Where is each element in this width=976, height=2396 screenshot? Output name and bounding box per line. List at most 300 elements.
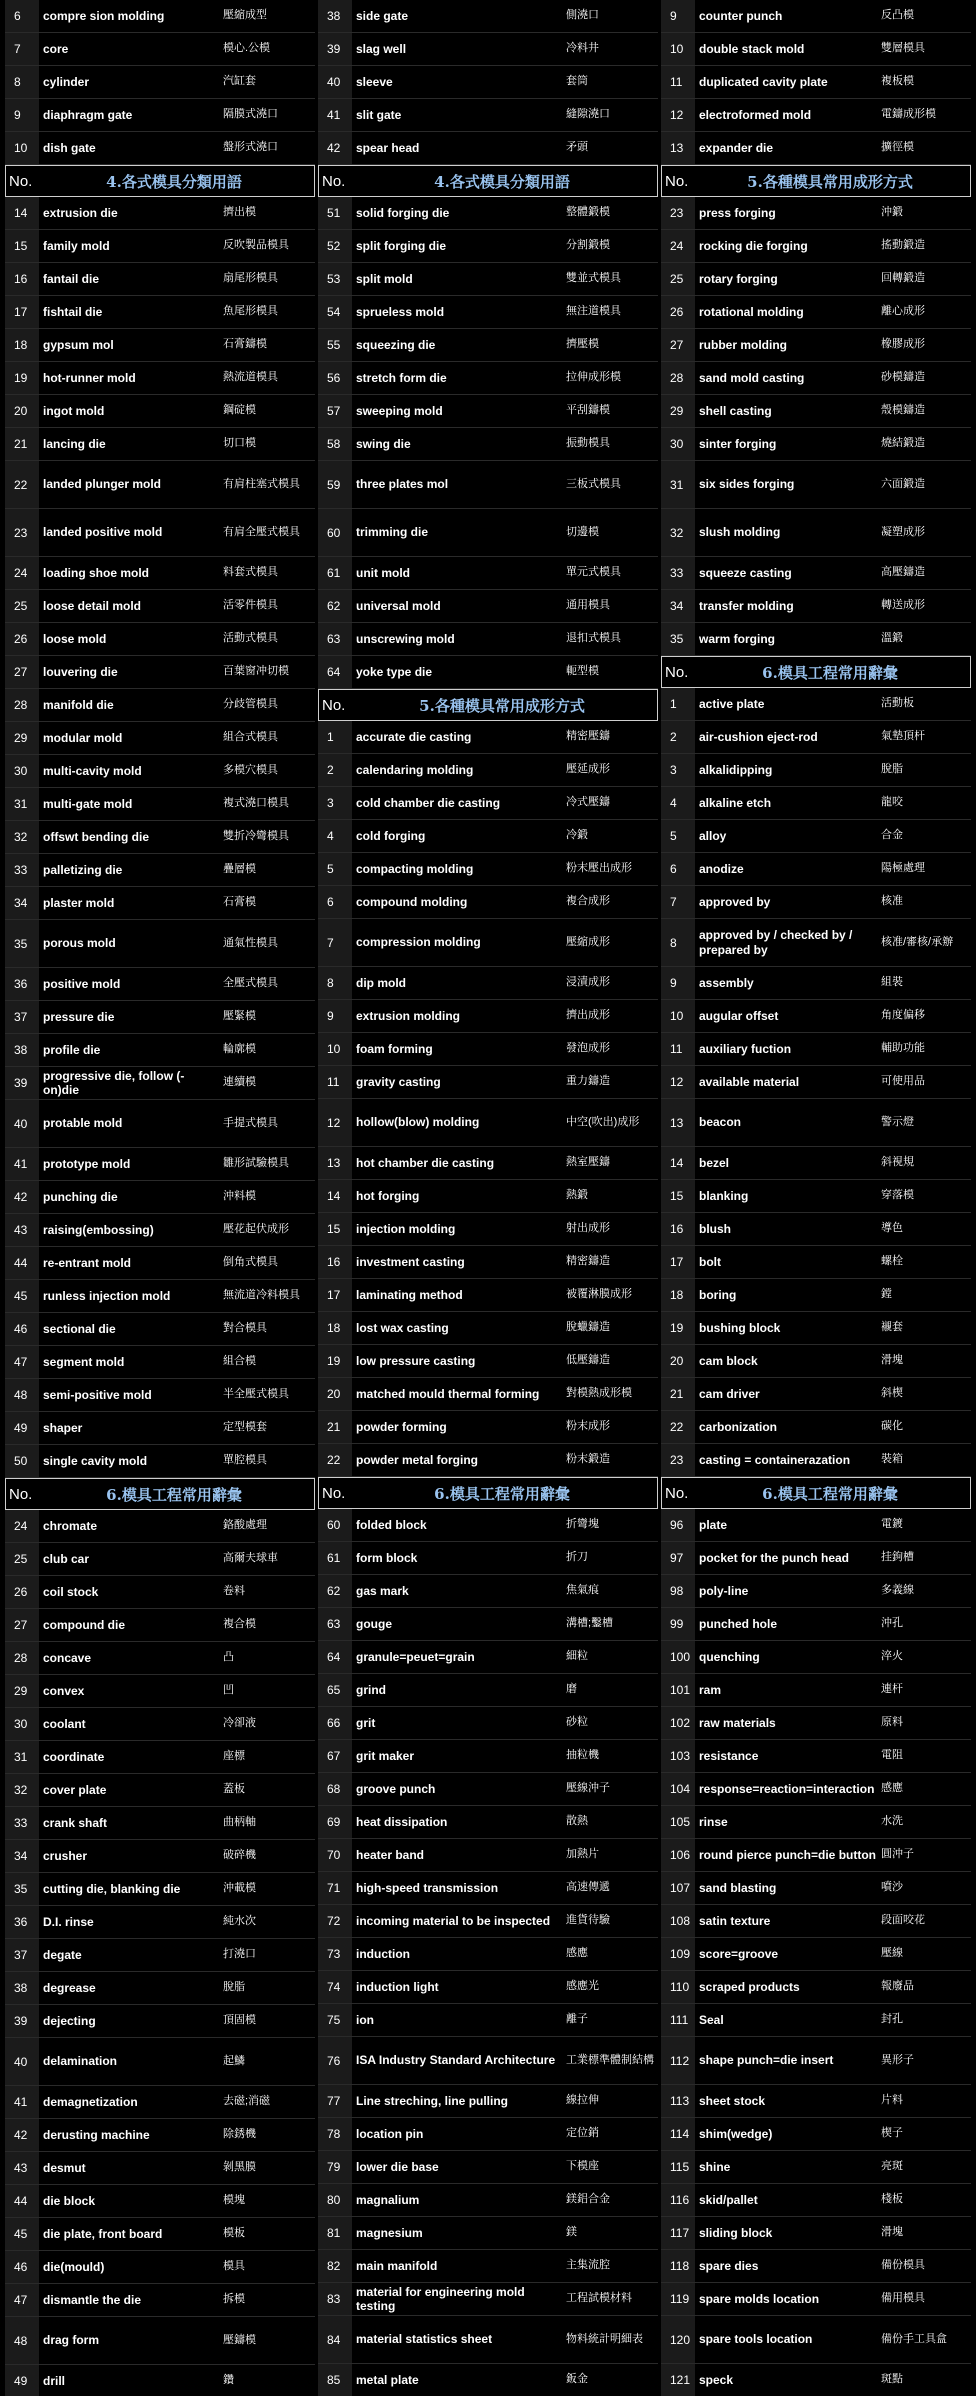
row-number: 97 bbox=[661, 1542, 695, 1574]
row-number: 103 bbox=[661, 1740, 695, 1772]
chinese-term: 溫鍛 bbox=[881, 632, 903, 645]
glossary-row bbox=[318, 787, 658, 820]
section-title: 6.模具工程常用辭彙 bbox=[762, 1484, 898, 1503]
chinese-term: 焦氣痕 bbox=[566, 1584, 599, 1597]
chinese-term: 噴沙 bbox=[881, 1881, 903, 1894]
english-term: re-entrant mold bbox=[43, 1255, 132, 1270]
glossary-row bbox=[661, 2118, 971, 2151]
english-term: die block bbox=[43, 2193, 96, 2208]
english-term: compound die bbox=[43, 1617, 125, 1632]
row-number: 36 bbox=[5, 968, 39, 1000]
chinese-term: 裝箱 bbox=[881, 1453, 903, 1466]
row-number: 5 bbox=[661, 820, 695, 852]
section-header-no: No. bbox=[9, 1485, 33, 1503]
english-term: protable mold bbox=[43, 1116, 123, 1131]
row-number: 19 bbox=[318, 1345, 352, 1377]
row-number: 71 bbox=[318, 1872, 352, 1904]
glossary-row bbox=[661, 1099, 971, 1147]
row-number: 31 bbox=[5, 1741, 39, 1773]
english-term: material statistics sheet bbox=[356, 2332, 493, 2347]
row-number: 105 bbox=[661, 1806, 695, 1838]
chinese-term: 打澆口 bbox=[223, 1948, 256, 1961]
glossary-row bbox=[661, 557, 971, 590]
row-number: 114 bbox=[661, 2118, 695, 2150]
chinese-term: 無注道模具 bbox=[566, 305, 621, 318]
row-number: 110 bbox=[661, 1971, 695, 2003]
row-number: 41 bbox=[5, 1148, 39, 1180]
chinese-term: 分割鍛模 bbox=[566, 239, 610, 252]
english-term: yoke type die bbox=[356, 664, 433, 679]
glossary-row bbox=[318, 66, 658, 99]
english-term: rubber molding bbox=[699, 337, 787, 352]
row-number: 112 bbox=[661, 2037, 695, 2084]
row-number: 45 bbox=[5, 1280, 39, 1312]
glossary-row bbox=[5, 395, 315, 428]
chinese-term: 六面鍛造 bbox=[881, 477, 925, 490]
glossary-row bbox=[318, 1839, 658, 1872]
row-number: 48 bbox=[5, 2317, 39, 2364]
english-term: loose mold bbox=[43, 631, 107, 646]
chinese-term: 散熱 bbox=[566, 1815, 588, 1828]
row-number: 11 bbox=[318, 1066, 352, 1098]
chinese-term: 穿落模 bbox=[881, 1189, 914, 1202]
chinese-term: 蓋板 bbox=[223, 1783, 245, 1796]
glossary-row bbox=[661, 1674, 971, 1707]
row-number: 62 bbox=[318, 1575, 352, 1607]
english-term: lancing die bbox=[43, 436, 106, 451]
english-term: loose detail mold bbox=[43, 598, 142, 613]
english-term: available material bbox=[699, 1074, 800, 1089]
english-term: raw materials bbox=[699, 1715, 776, 1730]
english-term: solid forging die bbox=[356, 205, 450, 220]
chinese-term: 感應 bbox=[881, 1782, 903, 1795]
chinese-term: 角度偏移 bbox=[881, 1009, 925, 1022]
row-number: 69 bbox=[318, 1806, 352, 1838]
chinese-term: 輔助功能 bbox=[881, 1042, 925, 1055]
chinese-term: 脫蠟鑄造 bbox=[566, 1321, 610, 1334]
row-number: 82 bbox=[318, 2250, 352, 2282]
glossary-row bbox=[661, 1773, 971, 1806]
row-number: 4 bbox=[318, 820, 352, 852]
glossary-row bbox=[5, 1906, 315, 1939]
english-term: rotary forging bbox=[699, 271, 778, 286]
row-number: 8 bbox=[661, 919, 695, 966]
chinese-term: 套筒 bbox=[566, 75, 588, 88]
english-term: semi-positive mold bbox=[43, 1387, 152, 1402]
english-term: Line streching, line pulling bbox=[356, 2093, 509, 2108]
chinese-term: 對合模具 bbox=[223, 1322, 267, 1335]
glossary-row bbox=[661, 853, 971, 886]
chinese-term: 碳化 bbox=[881, 1420, 903, 1433]
glossary-row bbox=[661, 1839, 971, 1872]
glossary-row bbox=[661, 461, 971, 509]
glossary-row bbox=[318, 967, 658, 1000]
chinese-term: 挂鉤槽 bbox=[881, 1551, 914, 1564]
section-header-no: No. bbox=[665, 172, 689, 190]
glossary-row bbox=[661, 329, 971, 362]
glossary-row bbox=[318, 1971, 658, 2004]
row-number: 115 bbox=[661, 2151, 695, 2183]
row-number: 30 bbox=[5, 755, 39, 787]
row-number: 32 bbox=[661, 509, 695, 556]
english-term: powder forming bbox=[356, 1419, 447, 1434]
row-number: 68 bbox=[318, 1773, 352, 1805]
row-number: 25 bbox=[5, 590, 39, 622]
english-term: score=groove bbox=[699, 1946, 779, 1961]
chinese-term: 溝槽;鑿槽 bbox=[566, 1617, 614, 1630]
glossary-row bbox=[318, 230, 658, 263]
chinese-term: 搖動鍛造 bbox=[881, 239, 925, 252]
english-term: ion bbox=[356, 2012, 374, 2027]
glossary-row bbox=[318, 1444, 658, 1477]
chinese-term: 浸漬成形 bbox=[566, 976, 610, 989]
glossary-row bbox=[5, 1214, 315, 1247]
glossary-row bbox=[661, 1641, 971, 1674]
row-number: 39 bbox=[5, 2005, 39, 2037]
row-number: 85 bbox=[318, 2364, 352, 2396]
row-number: 16 bbox=[5, 263, 39, 295]
glossary-row bbox=[5, 1807, 315, 1840]
english-term: magnalium bbox=[356, 2192, 420, 2207]
row-number: 28 bbox=[661, 362, 695, 394]
chinese-term: 報廢品 bbox=[881, 1980, 914, 1993]
glossary-row bbox=[318, 197, 658, 230]
chinese-term: 警示燈 bbox=[881, 1115, 914, 1128]
english-term: cutting die, blanking die bbox=[43, 1881, 181, 1896]
chinese-term: 回轉鍛造 bbox=[881, 272, 925, 285]
chinese-term: 鎂鋁合金 bbox=[566, 2193, 610, 2206]
chinese-term: 盤形式澆口 bbox=[223, 141, 278, 154]
english-term: grind bbox=[356, 1682, 386, 1697]
row-number: 20 bbox=[318, 1378, 352, 1410]
chinese-term: 壓縮成形 bbox=[566, 935, 610, 948]
row-number: 23 bbox=[661, 197, 695, 229]
row-number: 62 bbox=[318, 590, 352, 622]
row-number: 41 bbox=[5, 2086, 39, 2118]
english-term: response=reaction=interaction bbox=[699, 1781, 875, 1796]
chinese-term: 進貨待驗 bbox=[566, 1914, 610, 1927]
row-number: 44 bbox=[5, 2185, 39, 2217]
english-term: dish gate bbox=[43, 140, 96, 155]
chinese-term: 淬火 bbox=[881, 1650, 903, 1663]
glossary-row bbox=[661, 820, 971, 853]
row-number: 9 bbox=[318, 1000, 352, 1032]
chinese-term: 核准/審核/承辦 bbox=[881, 935, 954, 948]
row-number: 26 bbox=[5, 623, 39, 655]
chinese-term: 核准 bbox=[881, 895, 903, 908]
english-term: shell casting bbox=[699, 403, 772, 418]
english-term: transfer molding bbox=[699, 598, 794, 613]
row-number: 25 bbox=[661, 263, 695, 295]
chinese-term: 單元式模具 bbox=[566, 566, 621, 579]
english-term: sweeping mold bbox=[356, 403, 443, 418]
row-number: 49 bbox=[5, 2365, 39, 2396]
english-term: rocking die forging bbox=[699, 238, 808, 253]
glossary-row bbox=[318, 623, 658, 656]
chinese-term: 重力鑄造 bbox=[566, 1075, 610, 1088]
row-number: 38 bbox=[5, 1034, 39, 1066]
glossary-row bbox=[5, 1181, 315, 1214]
glossary-row bbox=[5, 197, 315, 230]
chinese-term: 多模穴模具 bbox=[223, 764, 278, 777]
chinese-term: 模具 bbox=[223, 2260, 245, 2273]
row-number: 50 bbox=[5, 1445, 39, 1477]
chinese-term: 料套式模具 bbox=[223, 566, 278, 579]
row-number: 120 bbox=[661, 2316, 695, 2363]
chinese-term: 斜視規 bbox=[881, 1156, 914, 1169]
row-number: 61 bbox=[318, 1542, 352, 1574]
row-number: 46 bbox=[5, 2251, 39, 2283]
glossary-row bbox=[5, 1510, 315, 1543]
chinese-term: 組合式模具 bbox=[223, 731, 278, 744]
row-number: 28 bbox=[5, 689, 39, 721]
section-header-no: No. bbox=[322, 696, 346, 714]
row-number: 29 bbox=[661, 395, 695, 427]
chinese-term: 粉末壓出成形 bbox=[566, 862, 632, 875]
row-number: 47 bbox=[5, 1346, 39, 1378]
glossary-row bbox=[318, 590, 658, 623]
chinese-term: 備份手工具盒 bbox=[881, 2332, 947, 2345]
chinese-term: 石膏模 bbox=[223, 896, 256, 909]
row-number: 9 bbox=[5, 99, 39, 131]
english-term: approved by bbox=[699, 894, 771, 909]
english-term: D.I. rinse bbox=[43, 1914, 94, 1929]
glossary-row bbox=[318, 1000, 658, 1033]
chinese-term: 雙層模具 bbox=[881, 42, 925, 55]
row-number: 121 bbox=[661, 2364, 695, 2396]
section-header bbox=[5, 1478, 315, 1510]
row-number: 104 bbox=[661, 1773, 695, 1805]
english-term: hot chamber die casting bbox=[356, 1155, 495, 1170]
english-term: family mold bbox=[43, 238, 110, 253]
glossary-row bbox=[318, 721, 658, 754]
glossary-row bbox=[318, 2283, 658, 2316]
chinese-term: 反吹製品模具 bbox=[223, 239, 289, 252]
english-term: metal plate bbox=[356, 2372, 419, 2387]
glossary-row bbox=[5, 2185, 315, 2218]
chinese-term: 破碎機 bbox=[223, 1849, 256, 1862]
row-number: 41 bbox=[318, 99, 352, 131]
glossary-row bbox=[5, 557, 315, 590]
glossary-row bbox=[318, 1099, 658, 1147]
glossary-row bbox=[5, 788, 315, 821]
chinese-term: 楔子 bbox=[881, 2127, 903, 2140]
chinese-term: 凹 bbox=[223, 1684, 234, 1697]
glossary-row bbox=[661, 1971, 971, 2004]
row-number: 57 bbox=[318, 395, 352, 427]
english-term: duplicated cavity plate bbox=[699, 74, 828, 89]
chinese-term: 魚尾形模具 bbox=[223, 305, 278, 318]
row-number: 13 bbox=[318, 1147, 352, 1179]
chinese-term: 合金 bbox=[881, 829, 903, 842]
glossary-row bbox=[661, 66, 971, 99]
row-number: 51 bbox=[318, 197, 352, 229]
glossary-row bbox=[5, 2152, 315, 2185]
chinese-term: 抽粒機 bbox=[566, 1749, 599, 1762]
glossary-row bbox=[5, 99, 315, 132]
glossary-row bbox=[5, 2251, 315, 2284]
row-number: 15 bbox=[5, 230, 39, 262]
glossary-row bbox=[661, 623, 971, 656]
chinese-term: 冷卻液 bbox=[223, 1717, 256, 1730]
glossary-row bbox=[5, 2317, 315, 2365]
row-number: 75 bbox=[318, 2004, 352, 2036]
chinese-term: 壓花起伏成形 bbox=[223, 1223, 289, 1236]
glossary-row bbox=[318, 461, 658, 509]
chinese-term: 純水次 bbox=[223, 1915, 256, 1928]
glossary-row bbox=[661, 1707, 971, 1740]
chinese-term: 活動式模具 bbox=[223, 632, 278, 645]
chinese-term: 手提式模具 bbox=[223, 1116, 278, 1129]
glossary-row bbox=[661, 1938, 971, 1971]
glossary-row bbox=[318, 557, 658, 590]
english-term: squeezing die bbox=[356, 337, 436, 352]
glossary-row bbox=[5, 1774, 315, 1807]
glossary-row bbox=[318, 1033, 658, 1066]
row-number: 19 bbox=[661, 1312, 695, 1344]
row-number: 70 bbox=[318, 1839, 352, 1871]
chinese-term: 感應 bbox=[566, 1947, 588, 1960]
chinese-term: 壓線沖子 bbox=[566, 1782, 610, 1795]
english-term: plate bbox=[699, 1517, 728, 1532]
english-term: porous mold bbox=[43, 936, 116, 951]
glossary-row bbox=[5, 887, 315, 920]
english-term: split mold bbox=[356, 271, 413, 286]
english-term: extrusion die bbox=[43, 205, 118, 220]
chinese-term: 模心.公模 bbox=[223, 42, 271, 55]
row-number: 76 bbox=[318, 2037, 352, 2084]
glossary-row bbox=[5, 2365, 315, 2396]
english-term: derusting machine bbox=[43, 2127, 150, 2142]
row-number: 12 bbox=[318, 1099, 352, 1146]
section-title: 6.模具工程常用辭彙 bbox=[762, 663, 898, 682]
chinese-term: 段面咬花 bbox=[881, 1914, 925, 1927]
row-number: 21 bbox=[661, 1378, 695, 1410]
section-header bbox=[318, 165, 658, 197]
chinese-term: 軛型模 bbox=[566, 665, 599, 678]
row-number: 101 bbox=[661, 1674, 695, 1706]
chinese-term: 高壓鑄造 bbox=[881, 566, 925, 579]
glossary-row bbox=[5, 854, 315, 887]
glossary-row bbox=[318, 1575, 658, 1608]
glossary-row bbox=[5, 2038, 315, 2086]
chinese-term: 連續模 bbox=[223, 1076, 256, 1089]
glossary-row bbox=[5, 1034, 315, 1067]
english-term: speck bbox=[699, 2372, 734, 2387]
row-number: 40 bbox=[318, 66, 352, 98]
chinese-term: 無流道冷料模具 bbox=[223, 1289, 300, 1302]
english-term: landed plunger mold bbox=[43, 477, 162, 492]
chinese-term: 模板 bbox=[223, 2227, 245, 2240]
chinese-term: 有肩全壓式模具 bbox=[223, 525, 300, 538]
row-number: 37 bbox=[5, 1939, 39, 1971]
chinese-term: 複式澆口模具 bbox=[223, 797, 289, 810]
row-number: 64 bbox=[318, 1641, 352, 1673]
chinese-term: 圓沖子 bbox=[881, 1848, 914, 1861]
english-term: swing die bbox=[356, 436, 411, 451]
glossary-row bbox=[661, 1000, 971, 1033]
row-number: 32 bbox=[5, 1774, 39, 1806]
glossary-row bbox=[661, 2364, 971, 2396]
glossary-row bbox=[318, 919, 658, 967]
glossary-row bbox=[5, 263, 315, 296]
english-term: cam block bbox=[699, 1353, 758, 1368]
glossary-row bbox=[661, 1378, 971, 1411]
english-term: punched hole bbox=[699, 1616, 777, 1631]
row-number: 5 bbox=[318, 853, 352, 885]
row-number: 99 bbox=[661, 1608, 695, 1640]
chinese-term: 襯套 bbox=[881, 1321, 903, 1334]
chinese-term: 細粒 bbox=[566, 1650, 588, 1663]
row-number: 42 bbox=[318, 132, 352, 164]
english-term: hot-runner mold bbox=[43, 370, 136, 385]
english-term: hot forging bbox=[356, 1188, 420, 1203]
english-term: high-speed transmission bbox=[356, 1880, 499, 1895]
glossary-row bbox=[661, 428, 971, 461]
english-term: drill bbox=[43, 2373, 66, 2388]
glossary-row bbox=[661, 1542, 971, 1575]
english-term: low pressure casting bbox=[356, 1353, 476, 1368]
glossary-row bbox=[318, 1542, 658, 1575]
glossary-row bbox=[5, 1379, 315, 1412]
row-number: 40 bbox=[5, 2038, 39, 2085]
glossary-column bbox=[661, 0, 971, 2396]
chinese-term: 矛頭 bbox=[566, 141, 588, 154]
glossary-row bbox=[5, 623, 315, 656]
chinese-term: 分歧管模具 bbox=[223, 698, 278, 711]
row-number: 7 bbox=[5, 33, 39, 65]
glossary-row bbox=[5, 968, 315, 1001]
english-term: slit gate bbox=[356, 107, 402, 122]
english-term: Seal bbox=[699, 2012, 724, 2027]
row-number: 78 bbox=[318, 2118, 352, 2150]
glossary-row bbox=[318, 99, 658, 132]
english-term: fishtail die bbox=[43, 304, 103, 319]
glossary-row bbox=[318, 33, 658, 66]
row-number: 58 bbox=[318, 428, 352, 460]
glossary-row bbox=[318, 886, 658, 919]
chinese-term: 脫脂 bbox=[881, 763, 903, 776]
section-header-no: No. bbox=[322, 1484, 346, 1502]
glossary-row bbox=[5, 0, 315, 33]
row-number: 26 bbox=[661, 296, 695, 328]
chinese-term: 斑點 bbox=[881, 2373, 903, 2386]
english-term: rotational molding bbox=[699, 304, 804, 319]
section-title: 5.各種模具常用成形方式 bbox=[747, 172, 913, 191]
english-term: grit bbox=[356, 1715, 376, 1730]
glossary-row bbox=[661, 754, 971, 787]
chinese-term: 組合模 bbox=[223, 1355, 256, 1368]
glossary-row bbox=[661, 919, 971, 967]
english-term: anodize bbox=[699, 861, 744, 876]
glossary-row bbox=[661, 2037, 971, 2085]
row-number: 14 bbox=[661, 1147, 695, 1179]
row-number: 11 bbox=[661, 1033, 695, 1065]
row-number: 15 bbox=[318, 1213, 352, 1245]
row-number: 16 bbox=[318, 1246, 352, 1278]
chinese-term: 粉末鍛造 bbox=[566, 1453, 610, 1466]
glossary-row bbox=[318, 1773, 658, 1806]
chinese-term: 扇尾形模具 bbox=[223, 272, 278, 285]
chinese-term: 線拉伸 bbox=[566, 2094, 599, 2107]
chinese-term: 鎂 bbox=[566, 2226, 577, 2239]
glossary-row bbox=[5, 722, 315, 755]
chinese-term: 折彎塊 bbox=[566, 1518, 599, 1531]
glossary-row bbox=[5, 1543, 315, 1576]
chinese-term: 複板模 bbox=[881, 75, 914, 88]
english-term: rinse bbox=[699, 1814, 728, 1829]
row-number: 13 bbox=[661, 1099, 695, 1146]
